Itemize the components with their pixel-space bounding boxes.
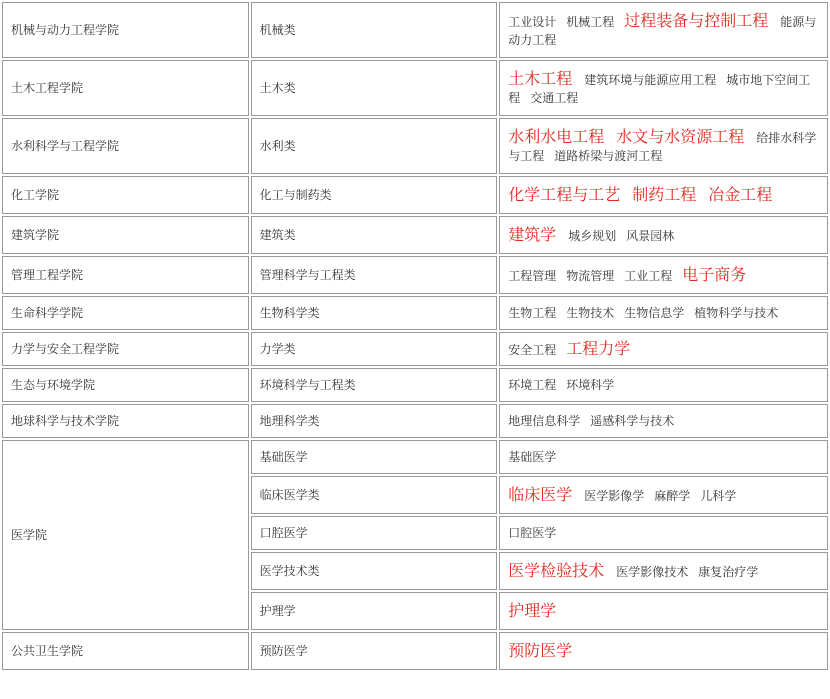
college-cell: 水利科学与工程学院 bbox=[2, 118, 249, 174]
majors-cell bbox=[499, 440, 828, 474]
highlighted-major: 水利水电工程 bbox=[508, 127, 605, 146]
majors-cell bbox=[499, 176, 828, 214]
highlighted-major: 化学工程与工艺 bbox=[508, 185, 621, 204]
highlighted-major: 预防医学 bbox=[508, 641, 573, 660]
category-cell: 水利类 bbox=[251, 118, 498, 174]
category-cell: 基础医学 bbox=[251, 440, 498, 474]
major: 物流管理 bbox=[566, 269, 615, 283]
major: 风景园林 bbox=[626, 229, 675, 243]
major: 建筑环境与能源应用工程 bbox=[584, 73, 717, 87]
table-row bbox=[2, 440, 828, 474]
majors-cell bbox=[499, 516, 828, 550]
highlighted-major: 临床医学 bbox=[508, 485, 573, 504]
major: 道路桥梁与渡河工程 bbox=[554, 149, 663, 163]
highlighted-major: 医学检验技术 bbox=[508, 561, 605, 580]
college-cell: 公共卫生学院 bbox=[2, 632, 249, 670]
table-row bbox=[2, 256, 828, 294]
college-cell: 生命科学学院 bbox=[2, 296, 249, 330]
college-cell: 土木工程学院 bbox=[2, 60, 249, 116]
major: 口腔医学 bbox=[508, 526, 557, 540]
majors-cell bbox=[499, 404, 828, 438]
highlighted-major: 电子商务 bbox=[682, 265, 747, 284]
major: 机械工程 bbox=[566, 15, 615, 29]
college-cell: 建筑学院 bbox=[2, 216, 249, 254]
major: 工业设计 bbox=[508, 15, 557, 29]
college-cell: 医学院 bbox=[2, 440, 249, 630]
category-cell: 管理科学与工程类 bbox=[251, 256, 498, 294]
major: 工业工程 bbox=[624, 269, 673, 283]
table-row bbox=[2, 368, 828, 402]
college-cell: 地球科学与技术学院 bbox=[2, 404, 249, 438]
major: 城乡规划 bbox=[568, 229, 617, 243]
majors-cell bbox=[499, 632, 828, 670]
major: 康复治疗学 bbox=[698, 565, 759, 579]
category-cell: 护理学 bbox=[251, 592, 498, 630]
major: 植物科学与技术 bbox=[694, 306, 779, 320]
table-row bbox=[2, 176, 828, 214]
category-cell: 生物科学类 bbox=[251, 296, 498, 330]
category-cell: 机械类 bbox=[251, 2, 498, 58]
major: 生物技术 bbox=[566, 306, 615, 320]
majors-cell bbox=[499, 60, 828, 116]
major: 安全工程 bbox=[508, 343, 557, 357]
college-cell: 管理工程学院 bbox=[2, 256, 249, 294]
college-cell: 机械与动力工程学院 bbox=[2, 2, 249, 58]
highlighted-major: 过程装备与控制工程 bbox=[624, 11, 769, 30]
major: 城市地下空间工程 bbox=[508, 73, 811, 105]
category-cell: 力学类 bbox=[251, 332, 498, 366]
highlighted-major: 制药工程 bbox=[632, 185, 697, 204]
majors-cell bbox=[499, 296, 828, 330]
highlighted-major: 土木工程 bbox=[508, 69, 573, 88]
highlighted-major: 冶金工程 bbox=[708, 185, 773, 204]
major: 生物工程 bbox=[508, 306, 557, 320]
table-body bbox=[2, 2, 828, 670]
major: 医学影像学 bbox=[584, 489, 645, 503]
college-cell: 化工学院 bbox=[2, 176, 249, 214]
major: 基础医学 bbox=[508, 450, 557, 464]
major: 地理信息科学 bbox=[508, 414, 581, 428]
category-cell: 预防医学 bbox=[251, 632, 498, 670]
majors-cell bbox=[499, 216, 828, 254]
category-cell: 地理科学类 bbox=[251, 404, 498, 438]
major: 工程管理 bbox=[508, 269, 557, 283]
table-row bbox=[2, 632, 828, 670]
college-cell: 生态与环境学院 bbox=[2, 368, 249, 402]
majors-cell bbox=[499, 2, 828, 58]
category-cell: 环境科学与工程类 bbox=[251, 368, 498, 402]
major: 麻醉学 bbox=[654, 489, 691, 503]
major: 生物信息学 bbox=[624, 306, 685, 320]
major: 交通工程 bbox=[530, 91, 579, 105]
highlighted-major: 工程力学 bbox=[566, 339, 631, 358]
category-cell: 建筑类 bbox=[251, 216, 498, 254]
table-row bbox=[2, 60, 828, 116]
table-row bbox=[2, 404, 828, 438]
majors-cell bbox=[499, 552, 828, 590]
major: 环境工程 bbox=[508, 378, 557, 392]
category-cell: 临床医学类 bbox=[251, 476, 498, 514]
table-row bbox=[2, 118, 828, 174]
major: 环境科学 bbox=[566, 378, 615, 392]
category-cell: 土木类 bbox=[251, 60, 498, 116]
table-row bbox=[2, 2, 828, 58]
majors-cell bbox=[499, 476, 828, 514]
majors-cell bbox=[499, 332, 828, 366]
college-cell: 力学与安全工程学院 bbox=[2, 332, 249, 366]
highlighted-major: 护理学 bbox=[508, 601, 557, 620]
majors-cell bbox=[499, 118, 828, 174]
majors-cell bbox=[499, 256, 828, 294]
highlighted-major: 水文与水资源工程 bbox=[616, 127, 745, 146]
majors-cell bbox=[499, 592, 828, 630]
major: 遥感科学与技术 bbox=[590, 414, 675, 428]
major: 医学影像技术 bbox=[616, 565, 689, 579]
majors-cell bbox=[499, 368, 828, 402]
category-cell: 医学技术类 bbox=[251, 552, 498, 590]
highlighted-major: 建筑学 bbox=[508, 225, 557, 244]
category-cell: 化工与制药类 bbox=[251, 176, 498, 214]
table-row bbox=[2, 332, 828, 366]
table-row bbox=[2, 296, 828, 330]
major: 给排水科学与工程 bbox=[508, 131, 817, 163]
major: 能源与动力工程 bbox=[508, 15, 817, 47]
table-row bbox=[2, 216, 828, 254]
category-cell: 口腔医学 bbox=[251, 516, 498, 550]
major: 儿科学 bbox=[700, 489, 737, 503]
